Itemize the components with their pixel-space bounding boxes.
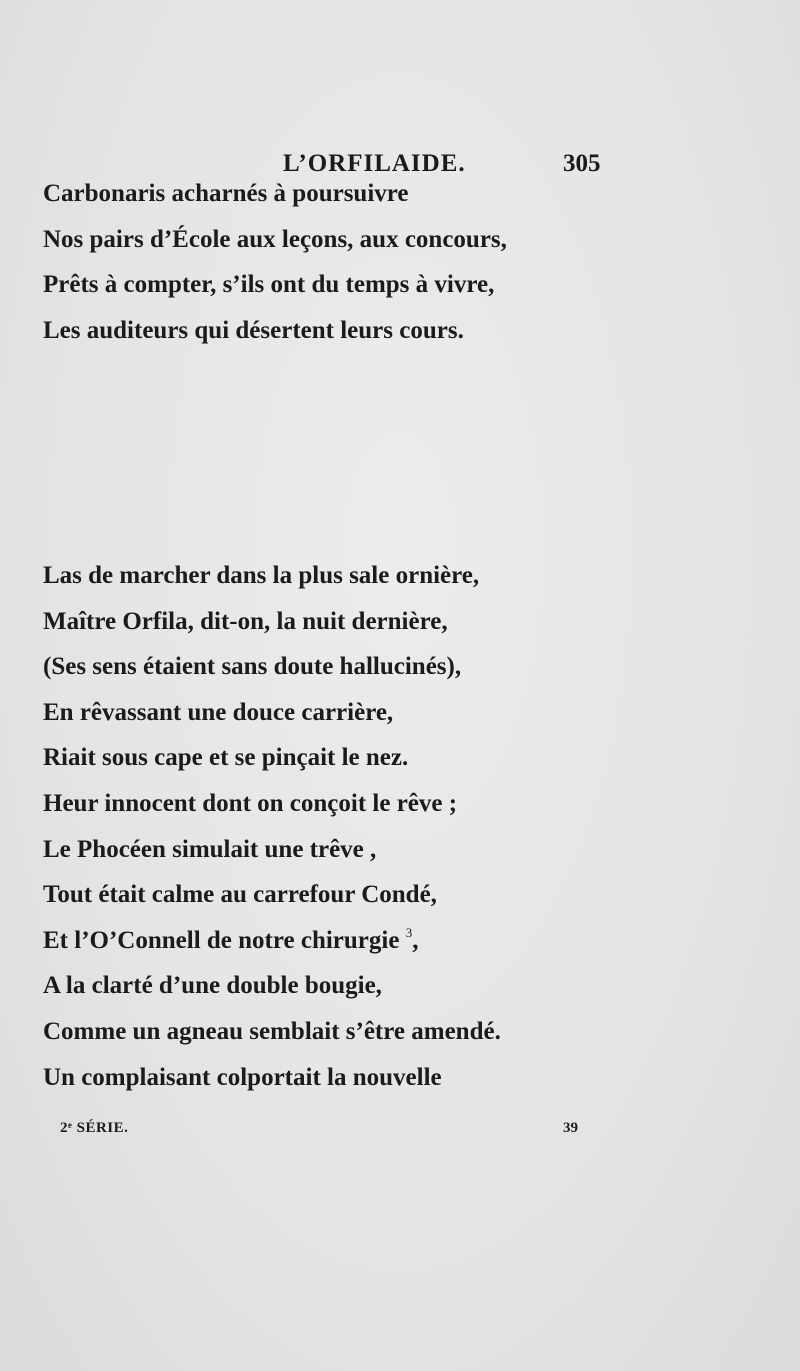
verse-line: Tout était calme au carrefour Condé,: [43, 881, 437, 909]
verse-line: Comme un agneau semblait s’être amendé.: [43, 1017, 501, 1045]
verse-line-with-footnote: Et l’O’Connell de notre chirurgie $^3$,: [43, 924, 419, 954]
verse-line: Un complaisant colportait la nouvelle: [43, 1063, 442, 1091]
stanza-2: [43, 553, 501, 1100]
verse-line: Riait sous cape et se pinçait le nez.: [43, 744, 409, 772]
verse-line: En rêvassant une douce carrière,: [43, 698, 394, 726]
verse-line: A la clarté d’une double bougie,: [43, 972, 382, 1000]
signature-number: 39: [563, 1120, 578, 1136]
verse-line-text: Et l’O’Connell de notre chirurgie: [43, 926, 400, 954]
signature-mark: 2ᵉ SÉRIE.: [60, 1120, 129, 1136]
verse-line: Maître Orfila, dit-on, la nuit dernière,: [43, 607, 448, 635]
verse-line: Prêts à compter, s’ils ont du temps à vivre,: [43, 271, 495, 298]
running-title: L’ORFILAIDE.: [283, 150, 466, 177]
verse-line: Heur innocent dont on conçoit le rêve ;: [43, 789, 458, 817]
verse-line: Le Phocéen simulait une trêve ,: [43, 835, 377, 863]
verse-line: (Ses sens étaient sans doute hallucinés),: [43, 653, 462, 681]
verse-line: Las de marcher dans la plus sale ornière,: [43, 562, 480, 589]
stanza-1: [43, 171, 507, 353]
footnote-marker: 3: [405, 924, 413, 940]
verse-line: Nos pairs d’École aux leçons, aux concours,: [43, 225, 507, 253]
signature-line: [0, 1120, 800, 1144]
verse-line: Les auditeurs qui désertent leurs cours.: [43, 316, 464, 344]
page-number: 305: [563, 150, 601, 177]
verse-line: Carbonaris acharnés à poursuivre: [43, 180, 409, 207]
